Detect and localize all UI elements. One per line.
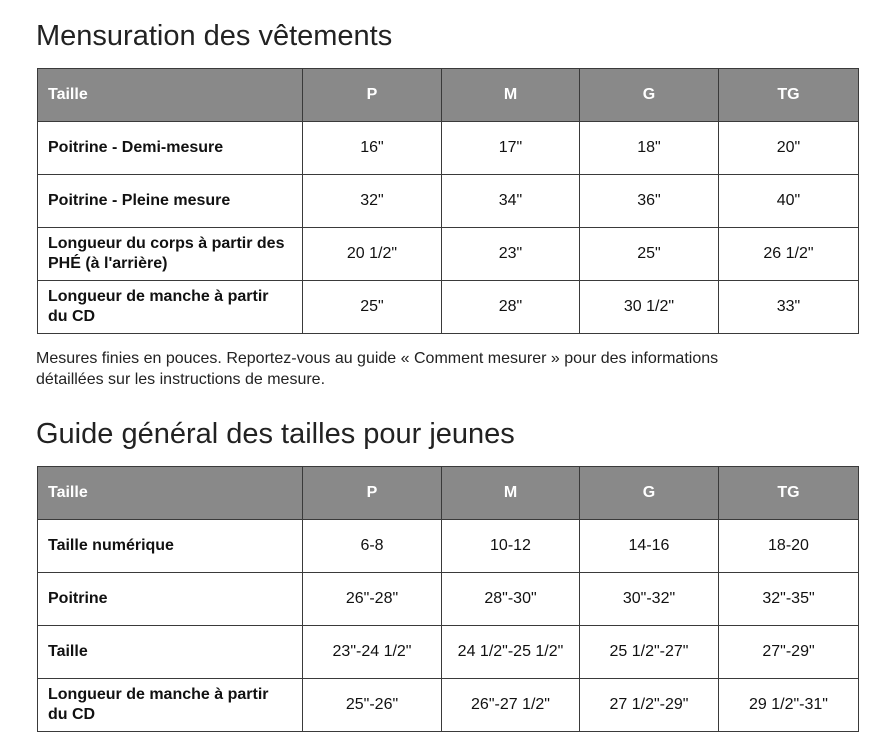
row-label: Taille numérique (38, 520, 303, 573)
table-cell: 25" (580, 228, 719, 281)
table-cell: 23" (442, 228, 580, 281)
row-label: Longueur de manche à partir du CD (38, 679, 303, 732)
table-cell: 20 1/2" (303, 228, 442, 281)
table-cell: 18" (580, 122, 719, 175)
row-label: Taille (38, 626, 303, 679)
table-cell: 25"-26" (303, 679, 442, 732)
column-header-tg: TG (719, 69, 859, 122)
youth-size-guide-table (37, 466, 859, 732)
table-cell: 26"-28" (303, 573, 442, 626)
table-header-row (38, 467, 859, 520)
column-header-p: P (303, 467, 442, 520)
table-cell: 30 1/2" (580, 281, 719, 334)
table-row (38, 175, 859, 228)
column-header-size: Taille (38, 69, 303, 122)
table-row (38, 122, 859, 175)
column-header-p: P (303, 69, 442, 122)
table-row (38, 626, 859, 679)
measurement-note: Mesures finies en pouces. Reportez-vous au guide « Comment mesurer » pour des informations détaillées sur les instructions de mesure. (36, 350, 719, 388)
table-cell: 28" (442, 281, 580, 334)
row-label: Longueur du corps à partir des PHÉ (à l'arrière) (38, 228, 303, 281)
column-header-m: M (442, 467, 580, 520)
column-header-g: G (580, 69, 719, 122)
table-row (38, 679, 859, 732)
table-cell: 26"-27 1/2" (442, 679, 580, 732)
column-header-tg: TG (719, 467, 859, 520)
row-label: Longueur de manche à partir du CD (38, 281, 303, 334)
table-cell: 29 1/2"-31" (719, 679, 859, 732)
table-row (38, 228, 859, 281)
table-header-row (38, 69, 859, 122)
table-row (38, 281, 859, 334)
table-cell: 17" (442, 122, 580, 175)
table-cell: 10-12 (442, 520, 580, 573)
row-label: Poitrine - Pleine mesure (38, 175, 303, 228)
column-header-size: Taille (38, 467, 303, 520)
table-cell: 16" (303, 122, 442, 175)
table-cell: 20" (719, 122, 859, 175)
column-header-m: M (442, 69, 580, 122)
table-cell: 6-8 (303, 520, 442, 573)
table-cell: 27 1/2"-29" (580, 679, 719, 732)
table-cell: 18-20 (719, 520, 859, 573)
table-cell: 34" (442, 175, 580, 228)
table-cell: 36" (580, 175, 719, 228)
table-cell: 32" (303, 175, 442, 228)
table-cell: 25" (303, 281, 442, 334)
table-row (38, 520, 859, 573)
column-header-g: G (580, 467, 719, 520)
table-cell: 33" (719, 281, 859, 334)
section-title-youth-size-guide: Guide général des tailles pour jeunes (36, 418, 515, 450)
row-label: Poitrine (38, 573, 303, 626)
row-label: Poitrine - Demi-mesure (38, 122, 303, 175)
table-cell: 27"-29" (719, 626, 859, 679)
table-cell: 23"-24 1/2" (303, 626, 442, 679)
table-cell: 14-16 (580, 520, 719, 573)
table-cell: 26 1/2" (719, 228, 859, 281)
table-cell: 32"-35" (719, 573, 859, 626)
table-cell: 28"-30" (442, 573, 580, 626)
table-cell: 30"-32" (580, 573, 719, 626)
table-cell: 25 1/2"-27" (580, 626, 719, 679)
table-cell: 24 1/2"-25 1/2" (442, 626, 580, 679)
table-row (38, 573, 859, 626)
garment-measurements-table (37, 68, 859, 334)
section-title-garment-measurements: Mensuration des vêtements (36, 20, 393, 52)
table-cell: 40" (719, 175, 859, 228)
